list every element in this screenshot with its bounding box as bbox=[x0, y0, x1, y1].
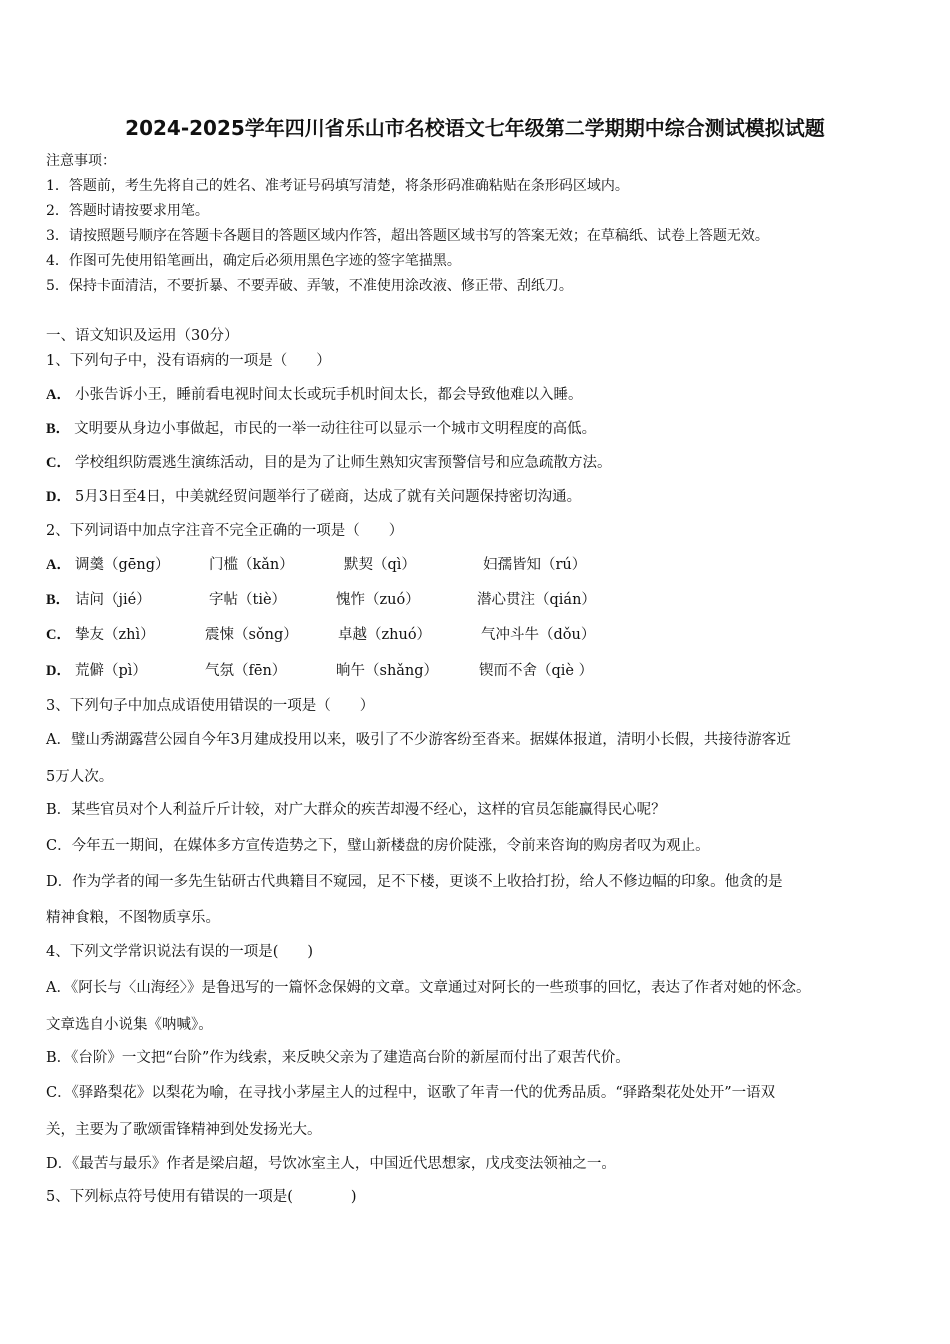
question-1-option-a bbox=[46, 385, 582, 405]
question-5-stem: 5、下列标点符号使用有错误的一项是( ) bbox=[46, 1189, 357, 1205]
question-3-stem: 3、下列句子中加点成语使用错误的一项是（ ） bbox=[46, 698, 375, 714]
option-label: B． bbox=[46, 421, 71, 437]
question-1-option-c bbox=[46, 453, 611, 473]
notice-heading: 注意事项： bbox=[46, 153, 116, 169]
option-text: 学校组织防震逃生演练活动，目的是为了让师生熟知灾害预警信号和应急疏散方法。 bbox=[74, 455, 612, 471]
page-title: 2024-2025学年四川省乐山市名校语文七年级第二学期期中综合测试模拟试题 bbox=[125, 116, 825, 140]
question-3-option-d-cont: 精神食粮，不图物质享乐。 bbox=[46, 910, 220, 926]
option-word: 荒僻（pì） bbox=[75, 663, 147, 679]
option-word: 气冲斗牛（dǒu） bbox=[481, 627, 596, 643]
option-label: C． bbox=[46, 455, 71, 471]
option-text: 小张告诉小王，睡前看电视时间太长或玩手机时间太长，都会导致他难以入睡。 bbox=[74, 387, 583, 403]
question-4-option-a-cont: 文章选自小说集《呐喊》。 bbox=[46, 1017, 213, 1033]
question-4-option-b: B．《台阶》一文把“台阶”作为线索，来反映父亲为了建造高台阶的新屋而付出了艰苦代价。 bbox=[46, 1050, 630, 1066]
notice-item: 3．请按照题号顺序在答题卡各题目的答题区域内作答，超出答题区域书写的答案无效；在草稿纸、试卷上答题无效。 bbox=[46, 228, 769, 244]
option-text: 文明要从身边小事做起，市民的一举一动往往可以显示一个城市文明程度的高低。 bbox=[74, 421, 597, 437]
option-word: 默契（qì） bbox=[344, 557, 416, 573]
question-1-option-b bbox=[46, 419, 596, 439]
question-3-option-c: C．今年五一期间，在媒体多方宣传造势之下，璧山新楼盘的房价陡涨，令前来咨询的购房者叹为观止。 bbox=[46, 838, 710, 854]
option-word: 气氛（fēn） bbox=[205, 663, 287, 679]
question-4-option-c: C．《驿路梨花》以梨花为喻，在寻找小茅屋主人的过程中，讴歌了年青一代的优秀品质。“驿路梨花处处开”一语双 bbox=[46, 1085, 776, 1101]
question-3-option-d: D．作为学者的闻一多先生钻研古代典籍目不窥园，足不下楼，更谈不上收拾打扮，给人不修边幅的印象。他贪的是 bbox=[46, 874, 783, 890]
option-label: A． bbox=[46, 387, 71, 403]
option-label: B． bbox=[46, 592, 71, 608]
option-label: A． bbox=[46, 557, 71, 573]
option-word: 潜心贯注（qián） bbox=[477, 592, 596, 608]
notice-item: 4．作图可先使用铅笔画出，确定后必须用黑色字迹的签字笔描黑。 bbox=[46, 253, 461, 269]
question-4-option-a: A．《阿长与〈山海经〉》是鲁迅写的一篇怀念保姆的文章。文章通过对阿长的一些琐事的回忆，表达了作者对她的怀念。 bbox=[46, 980, 811, 996]
option-text: 5月3日至4日，中美就经贸问题举行了磋商，达成了就有关问题保持密切沟通。 bbox=[74, 489, 582, 505]
option-label: C． bbox=[46, 627, 71, 643]
notice-item: 5．保持卡面清洁，不要折暴、不要弄破、弄皱，不准使用涂改液、修正带、刮纸刀。 bbox=[46, 278, 573, 294]
question-3-option-a-cont: 5万人次。 bbox=[46, 769, 114, 785]
question-1-stem: 1、下列句子中，没有语病的一项是（ ） bbox=[46, 353, 331, 369]
notice-item: 2．答题时请按要求用笔。 bbox=[46, 203, 209, 219]
option-word: 锲而不舍（qiè ） bbox=[479, 663, 594, 679]
option-word: 门槛（kǎn） bbox=[209, 557, 294, 573]
option-word: 字帖（tiè） bbox=[209, 592, 287, 608]
section-heading: 一、语文知识及运用（30分） bbox=[46, 328, 239, 344]
option-word: 调羹（gēng） bbox=[75, 557, 170, 573]
option-word: 卓越（zhuó） bbox=[338, 627, 432, 643]
question-3-option-a: A．璧山秀湖露营公园自今年3月建成投用以来，吸引了不少游客纷至沓来。据媒体报道，清明小长假，共接待游客近 bbox=[46, 732, 791, 748]
option-word: 诘问（jié） bbox=[75, 592, 151, 608]
question-4-option-d: D．《最苦与最乐》作者是梁启超，号饮冰室主人，中国近代思想家，戊戌变法领袖之一。 bbox=[46, 1156, 616, 1172]
option-label: D． bbox=[46, 663, 71, 679]
question-2-stem: 2、下列词语中加点字注音不完全正确的一项是（ ） bbox=[46, 523, 404, 539]
option-word: 震悚（sǒng） bbox=[205, 627, 298, 643]
notice-item: 1．答题前，考生先将自己的姓名、准考证号码填写清楚，将条形码准确粘贴在条形码区域内。 bbox=[46, 178, 629, 194]
option-word: 妇孺皆知（rú） bbox=[483, 557, 587, 573]
question-1-option-d bbox=[46, 487, 581, 507]
question-3-option-b: B．某些官员对个人利益斤斤计较，对广大群众的疾苦却漫不经心，这样的官员怎能赢得民心呢？ bbox=[46, 802, 666, 818]
option-word: 愧怍（zuó） bbox=[336, 592, 420, 608]
question-4-option-c-cont: 关，主要为了歌颂雷锋精神到处发扬光大。 bbox=[46, 1122, 322, 1138]
option-label: D． bbox=[46, 489, 71, 505]
option-word: 晌午（shǎng） bbox=[336, 663, 439, 679]
option-word: 挚友（zhì） bbox=[75, 627, 155, 643]
question-4-stem: 4、下列文学常识说法有误的一项是( ) bbox=[46, 944, 314, 960]
